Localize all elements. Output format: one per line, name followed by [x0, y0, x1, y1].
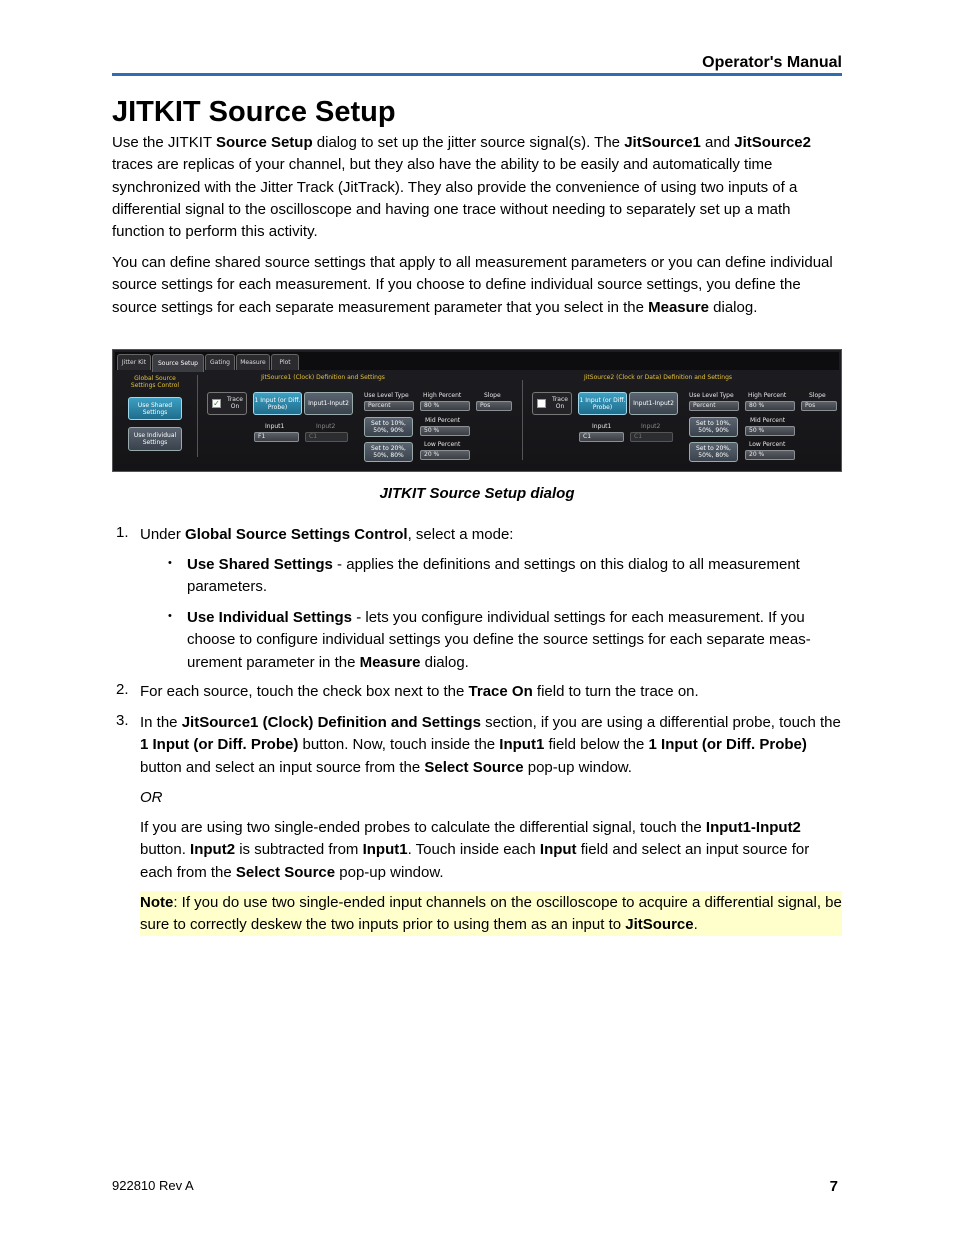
tab-plot[interactable]: Plot [271, 354, 299, 370]
input1-input2-button-1[interactable]: Input1-Input2 [304, 392, 353, 415]
high-percent-field-1[interactable]: 80 % [420, 401, 470, 411]
trace-on-group-2 [532, 392, 572, 415]
use-level-type-label-1: Use Level Type [364, 392, 409, 399]
bullet-glyph: • [168, 557, 172, 569]
manual-title: Operator's Manual [702, 54, 842, 71]
bullet-use-shared-settings: Use Shared Settings - applies the definitions and settings on this dialog to all measurement parameters. [187, 556, 800, 596]
set-to-10-50-90-button-1[interactable]: Set to 10%, 50%, 90% [364, 417, 413, 437]
page-title: JITKIT Source Setup [112, 96, 396, 128]
step-2-text: For each source, touch the check box next to the Trace On field to turn the trace on. [140, 683, 699, 700]
input2-field-2[interactable]: C1 [630, 432, 673, 442]
divider [522, 380, 523, 460]
mid-percent-field-2[interactable]: 50 % [745, 426, 795, 436]
low-percent-field-1[interactable]: 20 % [420, 450, 470, 460]
trace-on-checkbox-2[interactable] [537, 399, 546, 408]
use-shared-settings-button[interactable]: Use Shared Settings [128, 397, 182, 420]
set-to-20-50-80-button-2[interactable]: Set to 20%, 50%, 80% [689, 442, 738, 462]
jitsource2-title: JitSource2 (Clock or Data) Definition and Settings [583, 374, 733, 381]
tab-source-setup[interactable]: Source Setup [152, 354, 204, 372]
use-individual-settings-button[interactable]: Use Individual Settings [128, 427, 182, 451]
step-number-1: 1. [116, 524, 129, 541]
input2-label-2: Input2 [641, 423, 661, 430]
trace-on-label-2: Trace On [552, 396, 568, 410]
trace-on-group-1 [207, 392, 247, 415]
one-input-diff-probe-button-2[interactable]: 1 Input (or Diff. Probe) [578, 392, 627, 415]
note-text: Note: If you do use two single-ended input channels on the oscilloscope to acquire a differential signal, be sure to correctly deskew the two inputs prior to using them as an input to JitSource. [140, 894, 842, 934]
bullet-glyph: • [168, 610, 172, 622]
tab-jitter-kit[interactable]: Jitter Kit [117, 354, 151, 370]
high-percent-field-2[interactable]: 80 % [745, 401, 795, 411]
trace-on-checkbox-1[interactable]: ✓ [213, 399, 220, 408]
jitsource1-title: JitSource1 (Clock) Definition and Settings [261, 374, 385, 381]
step-3-text: In the JitSource1 (Clock) Definition and Settings section, if you are using a differential probe, touch the 1 Input (or Diff. Probe) button. Now, touch inside the Input1 field below the 1 Input (or Diff. Probe) button and select an input source from the Select Source pop-up window. [140, 714, 841, 776]
mid-percent-label-2: Mid Percent [750, 417, 786, 424]
figure-caption: JITKIT Source Setup dialog [379, 485, 575, 502]
slope-label-1: Slope [484, 392, 501, 399]
slope-field-2[interactable]: Pos [801, 401, 837, 411]
tab-measure[interactable]: Measure [236, 354, 270, 370]
input1-field-2[interactable]: C1 [579, 432, 624, 442]
input1-label-1: Input1 [265, 423, 285, 430]
page-number: 7 [829, 1178, 838, 1195]
intro-paragraph-1: Use the JITKIT Source Setup dialog to set up the jitter source signal(s). The JitSource1 and JitSource2 traces are replicas of your channel, but they also have the ability to be easily and automatically time synchronized with the Jitter Track (JitTrack). They also provide the convenience of using two inputs of a differential signal to the oscilloscope and having one trace without needing to separately set up a math function to perform this activity. [112, 134, 811, 241]
mid-percent-label-1: Mid Percent [425, 417, 461, 424]
input1-label-2: Input1 [592, 423, 612, 430]
slope-label-2: Slope [809, 392, 826, 399]
intro-paragraph-2: You can define shared source settings that apply to all measurement parameters or you can define individual source settings for each measurement. If you choose to define individual source settings, you define the source settings for each separate measurement parameter that you select in the Measure dialog. [112, 254, 833, 316]
level-type-field-1[interactable]: Percent [364, 401, 414, 411]
low-percent-field-2[interactable]: 20 % [745, 450, 795, 460]
or-text: OR [140, 789, 163, 806]
level-type-field-2[interactable]: Percent [689, 401, 739, 411]
step-1-text: Under Global Source Settings Control, select a mode: [140, 526, 514, 543]
global-settings-label: Global Source Settings Control [130, 375, 180, 389]
input2-label-1: Input2 [316, 423, 336, 430]
bullet-use-individual-settings: Use Individual Settings - lets you configure individual settings for each measurement. If you choose to configure individual settings you define the source settings for each separate meas-urement parameter in the Measure dialog. [187, 609, 811, 671]
slope-field-1[interactable]: Pos [476, 401, 512, 411]
high-percent-label-1: High Percent [423, 392, 462, 399]
step-number-3: 3. [116, 712, 129, 729]
document-id: 922810 Rev A [112, 1178, 194, 1193]
low-percent-label-1: Low Percent [424, 441, 461, 448]
set-to-20-50-80-button-1[interactable]: Set to 20%, 50%, 80% [364, 442, 413, 462]
input1-input2-button-2[interactable]: Input1-Input2 [629, 392, 678, 415]
divider [197, 375, 198, 457]
step-3-alternative-text: If you are using two single-ended probes to calculate the differential signal, touch the Input1-Input2 button. Input2 is subtracted from Input1. Touch inside each Input field and select an input source for each from the Select Source pop-up window. [140, 819, 810, 881]
low-percent-label-2: Low Percent [749, 441, 786, 448]
input1-field-1[interactable]: F1 [254, 432, 299, 442]
step-number-2: 2. [116, 681, 129, 698]
dialog-tab-bar [115, 352, 839, 370]
tab-gating[interactable]: Gating [205, 354, 235, 370]
input2-field-1[interactable]: C1 [305, 432, 348, 442]
high-percent-label-2: High Percent [748, 392, 787, 399]
one-input-diff-probe-button-1[interactable]: 1 Input (or Diff. Probe) [253, 392, 302, 415]
trace-on-label-1: Trace On [227, 396, 243, 410]
source-setup-dialog-screenshot [112, 349, 842, 472]
mid-percent-field-1[interactable]: 50 % [420, 426, 470, 436]
use-level-type-label-2: Use Level Type [689, 392, 734, 399]
header-rule [112, 73, 842, 76]
set-to-10-50-90-button-2[interactable]: Set to 10%, 50%, 90% [689, 417, 738, 437]
